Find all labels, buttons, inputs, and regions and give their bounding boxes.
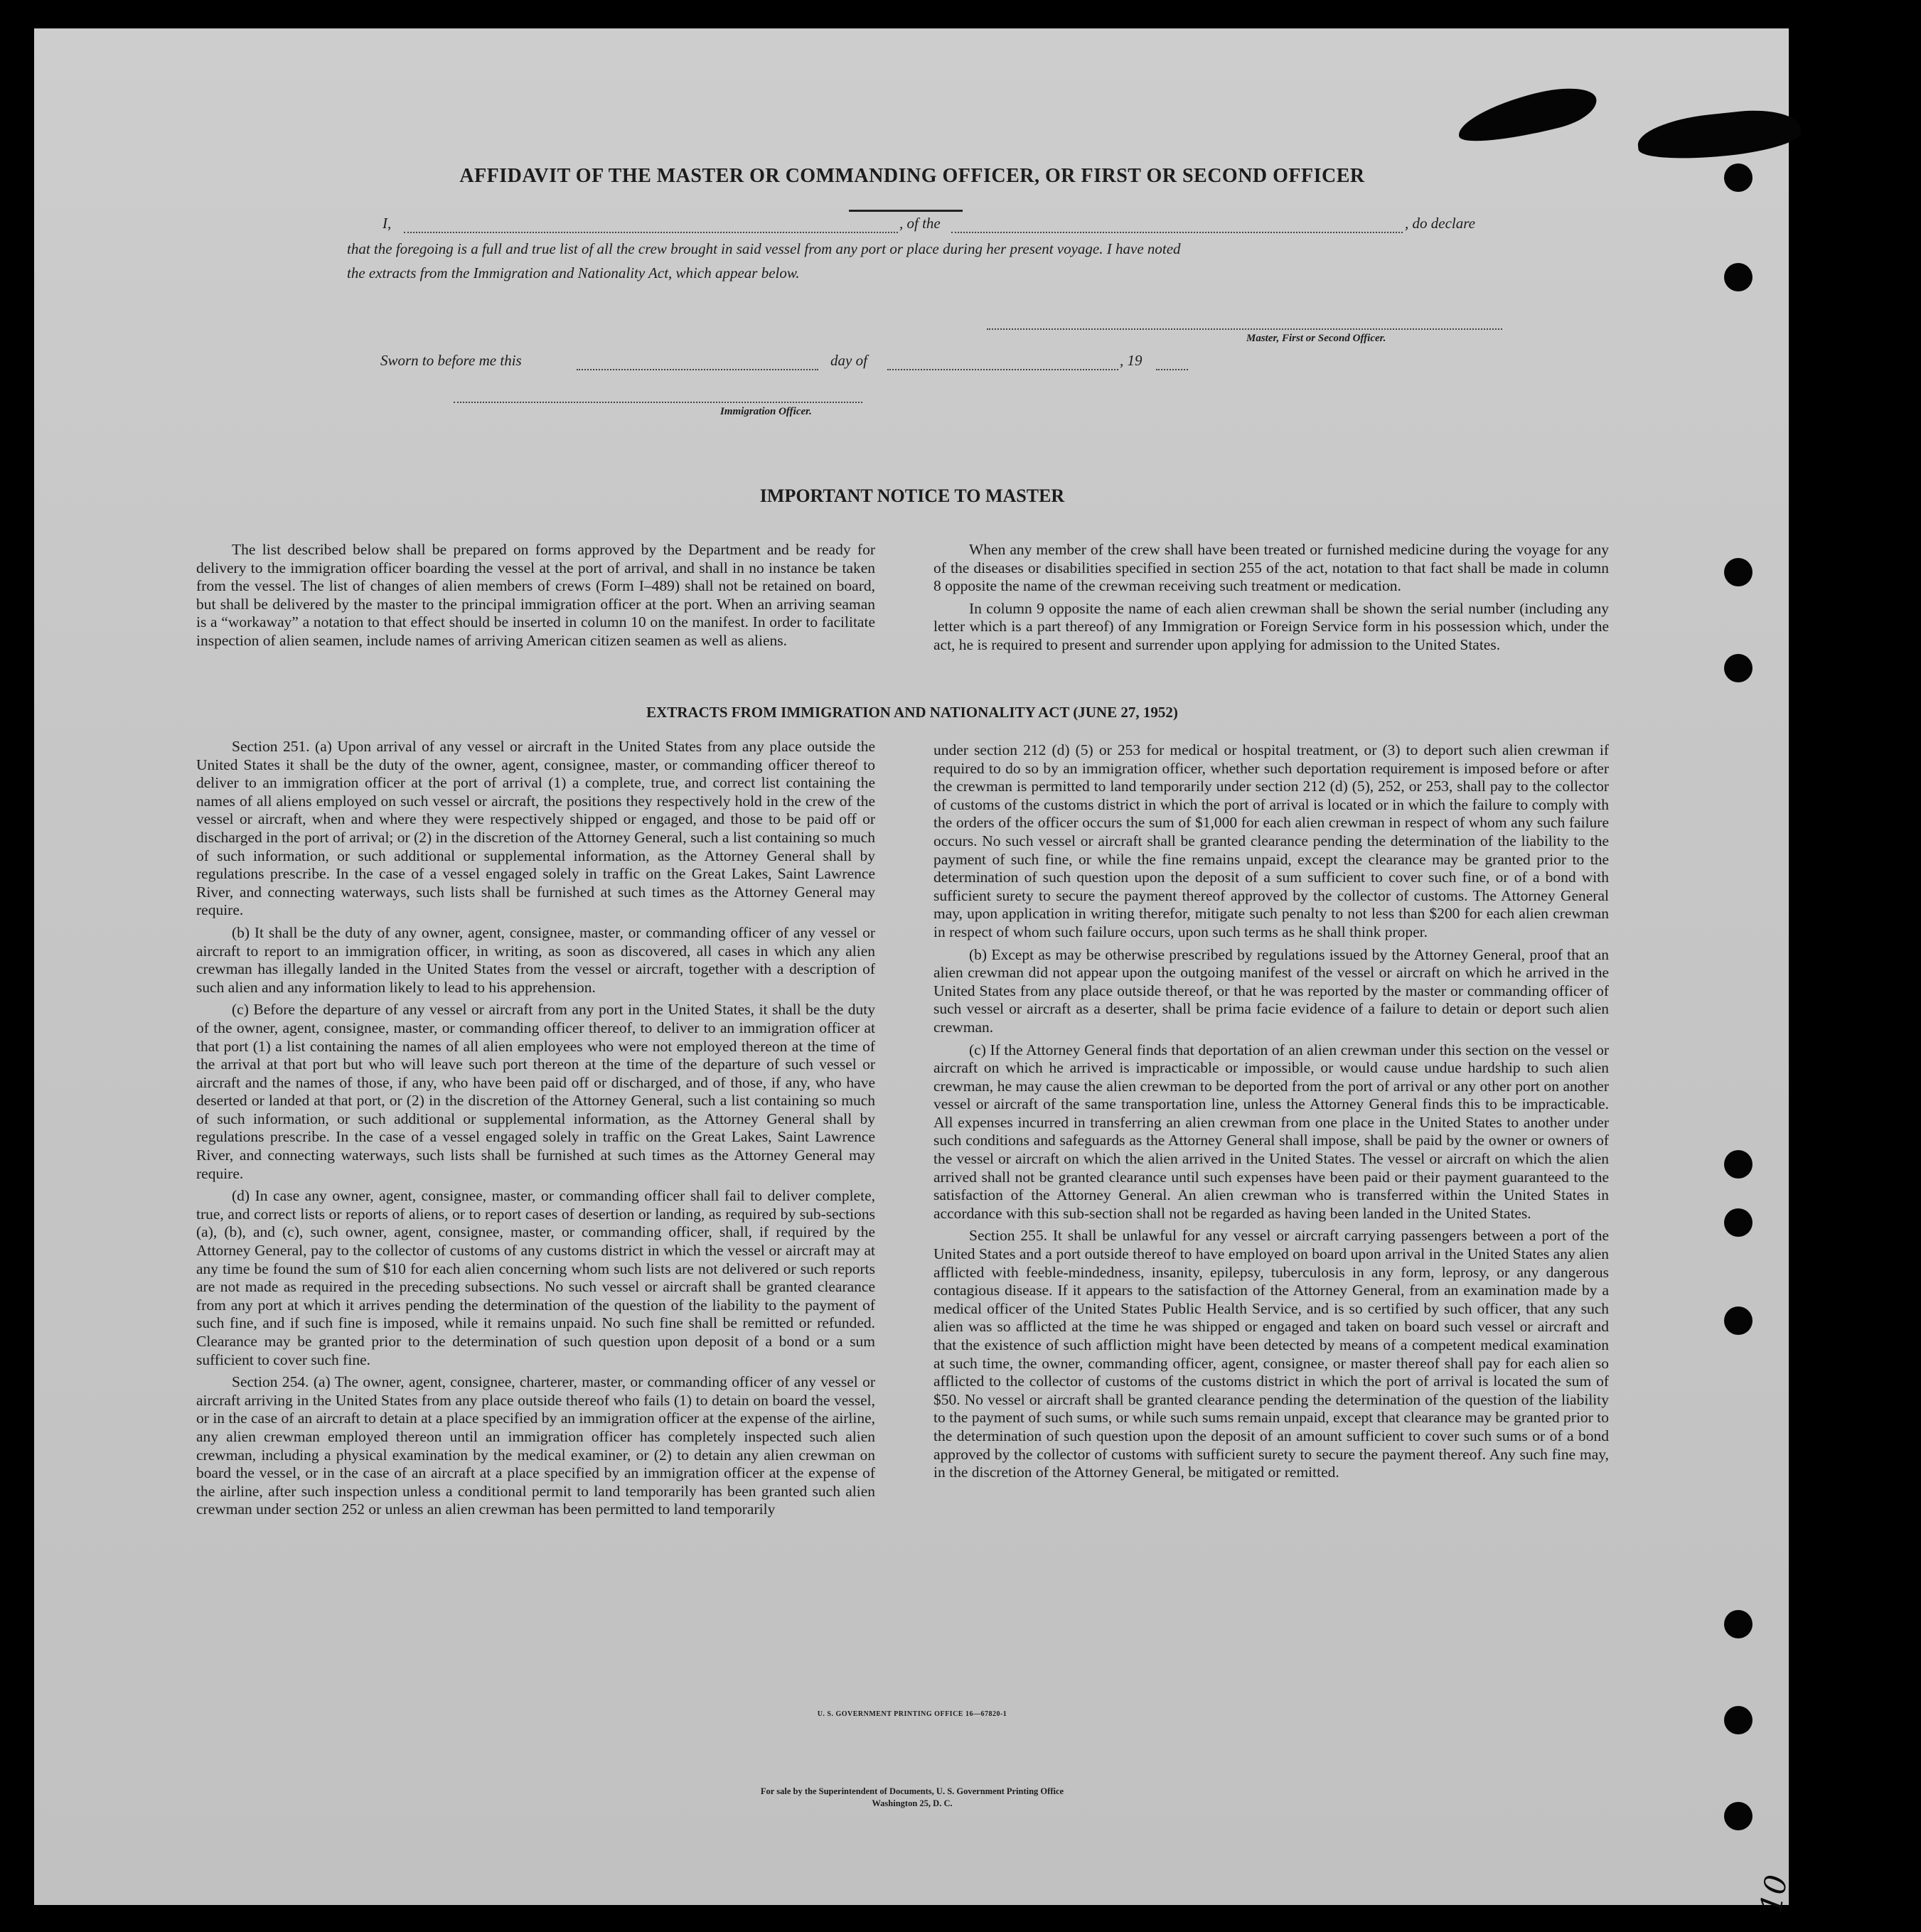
handwritten-page-number: 10 [1753, 1872, 1794, 1916]
section-paragraph: (c) If the Attorney General finds that deportation of an alien crewman under this section on the vessel or aircraft on which he arrived is impracticable or impossible, or would cause undue hardship to such alien crewman, he may cause the alien crewman to be deported from the port of arrival or any other port on another vessel or aircraft of the same transportation line, unless the Attorney General finds this to be impracticable. All expenses incurred in transferring an alien crewman from one place in the United States to another under such conditions and safeguards as the Attorney General shall impose, shall be paid by the owner or owners of the vessel or aircraft on which the alien arrived in the United States. The vessel or aircraft on which the alien arrived shall not be granted clearance until such expenses have been paid or their payment guaranteed to the satisfaction of the Attorney General. An alien crewman who is transferred within the United States in accordance with this sub-section shall not be regarded as having been landed in the United States. [933, 1041, 1609, 1222]
section-paragraph: (c) Before the departure of any vessel or aircraft from any port in the United States, it shall be the duty of the owner, agent, consignee, master, or commanding officer thereof, to deliver to an immigration officer at that port (1) a list containing the names of all alien employees who were not employed thereon at the time of the arrival at that port but who will leave such port thereon at the time of the departure of such vessel or aircraft and the names of those, if any, who have been paid off or discharged, and of those, if any, who have deserted or landed at that port, or (2) in the discretion of the Attorney General, such a list containing so much of such information, or such additional or supplemental information, as the Attorney General shall by regulations prescribe. In the case of a vessel engaged solely in traffic on the Great Lakes, Saint Lawrence River, and connecting waterways, such lists shall be furnished at such times as the Attorney General may require. [196, 1001, 875, 1182]
notice-left-column [196, 541, 875, 655]
name-blank [404, 232, 898, 233]
section-paragraph: Section 255. It shall be unlawful for any vessel or aircraft carrying passengers between a port of the United States and a port outside thereof to have employed on board upon arrival in the United States any alien afflicted with feeble-mindedness, insanity, epilepsy, tuberculosis in any form, leprosy, or any dangerous contagious disease. If it appears to the satisfaction of the Attorney General, from an examination made by a medical officer of the United States Public Health Service, and is so certified by such officer, that any such alien was so afflicted at the time he was shipped or engaged and taken on board such vessel or aircraft and that the existence of such affliction might have been detected by means of a competent medical examination at such time, the owner, commanding officer, agent, consignee, or master thereof shall pay for each alien so afflicted to the collector of customs of the customs district in which the port of arrival is located the sum of $50. No vessel or aircraft shall be granted clearance pending the determination of the question of the liability to the payment of such sums, or while such sums remain unpaid, except that clearance may be granted prior to the determination of such question upon the deposit of an amount sufficient to cover such sums or of a bond approved by the collector of customs with sufficient surety to secure the payment thereof. Any such fine may, in the discretion of the Attorney General, be mitigated or remitted. [933, 1227, 1609, 1481]
punch-hole [1724, 1150, 1753, 1179]
officer-signature-line [454, 402, 862, 403]
punch-hole [1724, 263, 1753, 291]
extracts-right-column [933, 741, 1609, 1486]
section-paragraph: (d) In case any owner, agent, consignee, master, or commanding officer shall fail to deliver complete, true, and correct lists or reports of aliens, or to report cases of desertion or landing, as required by sub-sections (a), (b), and (c), such owner, agent, consignee, master, or commanding officer, shall, if required by the Attorney General, pay to the collector of customs of any customs district in which the vessel or aircraft may at any time be found the sum of $10 for each alien concerning whom such lists are not delivered or such reports are not made as required in the preceding subsections. No such vessel or aircraft shall be granted clearance from any port at which it arrives pending the determination of the question of the liability to the payment of such fine, and if such fine is imposed, while it remains unpaid. No such fine shall be remitted or refunded. Clearance may be granted prior to the determination of such question upon deposit of a bond or a sum sufficient to cover such fine. [196, 1187, 875, 1368]
notice-paragraph: In column 9 opposite the name of each alien crewman shall be shown the serial number (including any letter which is a part thereof) of any Immigration or Foreign Service form in his possession which, under the act, he is required to present and surrender upon applying for admission to the United States. [933, 599, 1609, 653]
month-blank [887, 369, 1118, 370]
notice-paragraph: When any member of the crew shall have been treated or furnished medicine during the voyage for any of the diseases or disabilities specified in section 255 of the act, notation to that fact shall be made in column 8 opposite the name of the crewman receiving such treatment or medication. [933, 541, 1609, 595]
affidavit-title: AFFIDAVIT OF THE MASTER OR COMMANDING OFFICER, OR FIRST OR SECOND OFFICER [459, 165, 1365, 187]
punch-hole [1724, 558, 1753, 586]
notice-heading: IMPORTANT NOTICE TO MASTER [759, 485, 1065, 506]
section-paragraph: Section 251. (a) Upon arrival of any vessel or aircraft in the United States from any place outside the United States it shall be the duty of the owner, agent, consignee, master, or commanding officer thereof to deliver to an immigration officer at the port of arrival (1) a complete, true, and correct list containing the names of all aliens employed on such vessel or aircraft, the positions they respectively hold in the crew of the vessel or aircraft, when and where they were respectively shipped or engaged, and those to be paid off or discharged in the port of arrival; or (2) in the discretion of the Attorney General, such a list containing so much of such information, or such additional or supplemental information, as the Attorney General shall by regulations prescribe. In the case of a vessel engaged solely in traffic on the Great Lakes, Saint Lawrence River, and connecting waterways, such lists shall be furnished at such times as the Attorney General may require. [196, 738, 875, 919]
extracts-left-column [196, 738, 875, 1523]
sale-line-1: For sale by the Superintendent of Documents, U. S. Government Printing Office [760, 1786, 1064, 1796]
affidavit-declare: , do declare [1405, 215, 1475, 232]
sworn-day-blank [577, 369, 818, 370]
ink-blot [1635, 105, 1802, 165]
affidavit-line2: that the foregoing is a full and true list of all the crew brought in said vessel from any port or place during her present voyage. I have noted [347, 240, 1181, 257]
punch-hole [1724, 1208, 1753, 1237]
affidavit-i: I, [382, 215, 392, 232]
year-text: , 19 [1120, 352, 1143, 369]
sale-notice [34, 1786, 1790, 1810]
vessel-blank [951, 232, 1403, 233]
day-of-text: day of [830, 352, 867, 369]
master-signature-line [987, 328, 1502, 330]
section-paragraph: Section 254. (a) The owner, agent, consignee, charterer, master, or commanding officer of any vessel or aircraft arriving in the United States from any place outside thereof who fails (1) to detain on board the vessel, or in the case of an aircraft to detain at a place specified by an immigration officer at the expense of the airline, any alien crewman employed thereon until an immigration officer has completely inspected such alien crewman, including a physical examination by the medical examiner, or (2) to detain any alien crewman on board the vessel, or in the case of an aircraft at a place specified by an immigration officer at the expense of the airline, after such inspection unless a conditional permit to land temporarily has been granted such alien crewman under section 252 or unless an alien crewman has been permitted to land temporarily [196, 1373, 875, 1518]
extracts-heading: EXTRACTS FROM IMMIGRATION AND NATIONALITY ACT (JUNE 27, 1952) [646, 704, 1178, 721]
sale-line-2: Washington 25, D. C. [872, 1798, 953, 1808]
section-paragraph: (b) Except as may be otherwise prescribed by regulations issued by the Attorney General, proof that an alien crewman did not appear upon the outgoing manifest of the vessel or aircraft on which he arrived in the United States from any place outside thereof, or that he was reported by the master or commanding officer of such vessel or aircraft as a deserter, shall be prima facie evidence of a failure to detain or deport such alien crewman. [933, 945, 1609, 1036]
master-label: Master, First or Second Officer. [1246, 333, 1386, 344]
document-page [34, 28, 1794, 1916]
punch-hole [1724, 1306, 1753, 1335]
notice-right-column [933, 541, 1609, 659]
sworn-text: Sworn to before me this [380, 352, 522, 369]
notice-paragraph: The list described below shall be prepared on forms approved by the Department and be ready for delivery to the immigration officer boarding the vessel at the port of arrival, and shall in no instance be taken from the vessel. The list of changes of alien members of crews (Form I–489) shall not be retained on board, but shall be delivered by the master to the principal immigration officer at the port. When an arriving seaman is a “workaway” a notation to that effect should be inserted in column 10 on the manifest. In order to facilitate inspection of alien seamen, include names of arriving American citizen seamen as well as aliens. [196, 541, 875, 649]
punch-hole [1724, 1610, 1753, 1638]
printing-office-line: U. S. GOVERNMENT PRINTING OFFICE 16—67820-1 [817, 1710, 1007, 1718]
officer-label: Immigration Officer. [720, 406, 812, 417]
ink-blot [1453, 80, 1600, 152]
title-rule [849, 210, 963, 212]
section-paragraph: (b) It shall be the duty of any owner, agent, consignee, master, or commanding officer of any vessel or aircraft to report to an immigration officer, in writing, as soon as discovered, all cases in which any alien crewman has illegally landed in the United States from the vessel or aircraft, together with a description of such alien and any information likely to lead to his apprehension. [196, 923, 875, 996]
year-blank [1156, 369, 1188, 370]
punch-hole [1724, 654, 1753, 682]
section-paragraph: under section 212 (d) (5) or 253 for medical or hospital treatment, or (3) to deport such alien crewman if required to do so by an immigration officer, whether such deportation requirement is imposed before or after the crewman is permitted to land temporarily under section 212 (d) (5), 252, or 253, shall pay to the collector of customs of the customs district in which the port of arrival is located or in which the failure to comply with the orders of the officer occurs the sum of $1,000 for each alien crewman in respect of whom any such failure occurs. No such vessel or aircraft shall be granted clearance pending the determination of the liability to the payment of such fine, or while the fine remains unpaid, except the clearance may be granted prior to the determination of such question upon the deposit of a sum sufficient to cover such fine, or of a bond with sufficient surety to secure the payment thereof approved by the collector of customs. The Attorney General may, upon application in writing therefor, mitigate such penalty to not less than $200 for each alien crewman in respect of whom such failure occurs, upon such terms as he shall think proper. [933, 741, 1609, 940]
affidavit-of-the: , of the [899, 215, 941, 232]
affidavit-line3: the extracts from the Immigration and Nationality Act, which appear below. [347, 264, 800, 281]
